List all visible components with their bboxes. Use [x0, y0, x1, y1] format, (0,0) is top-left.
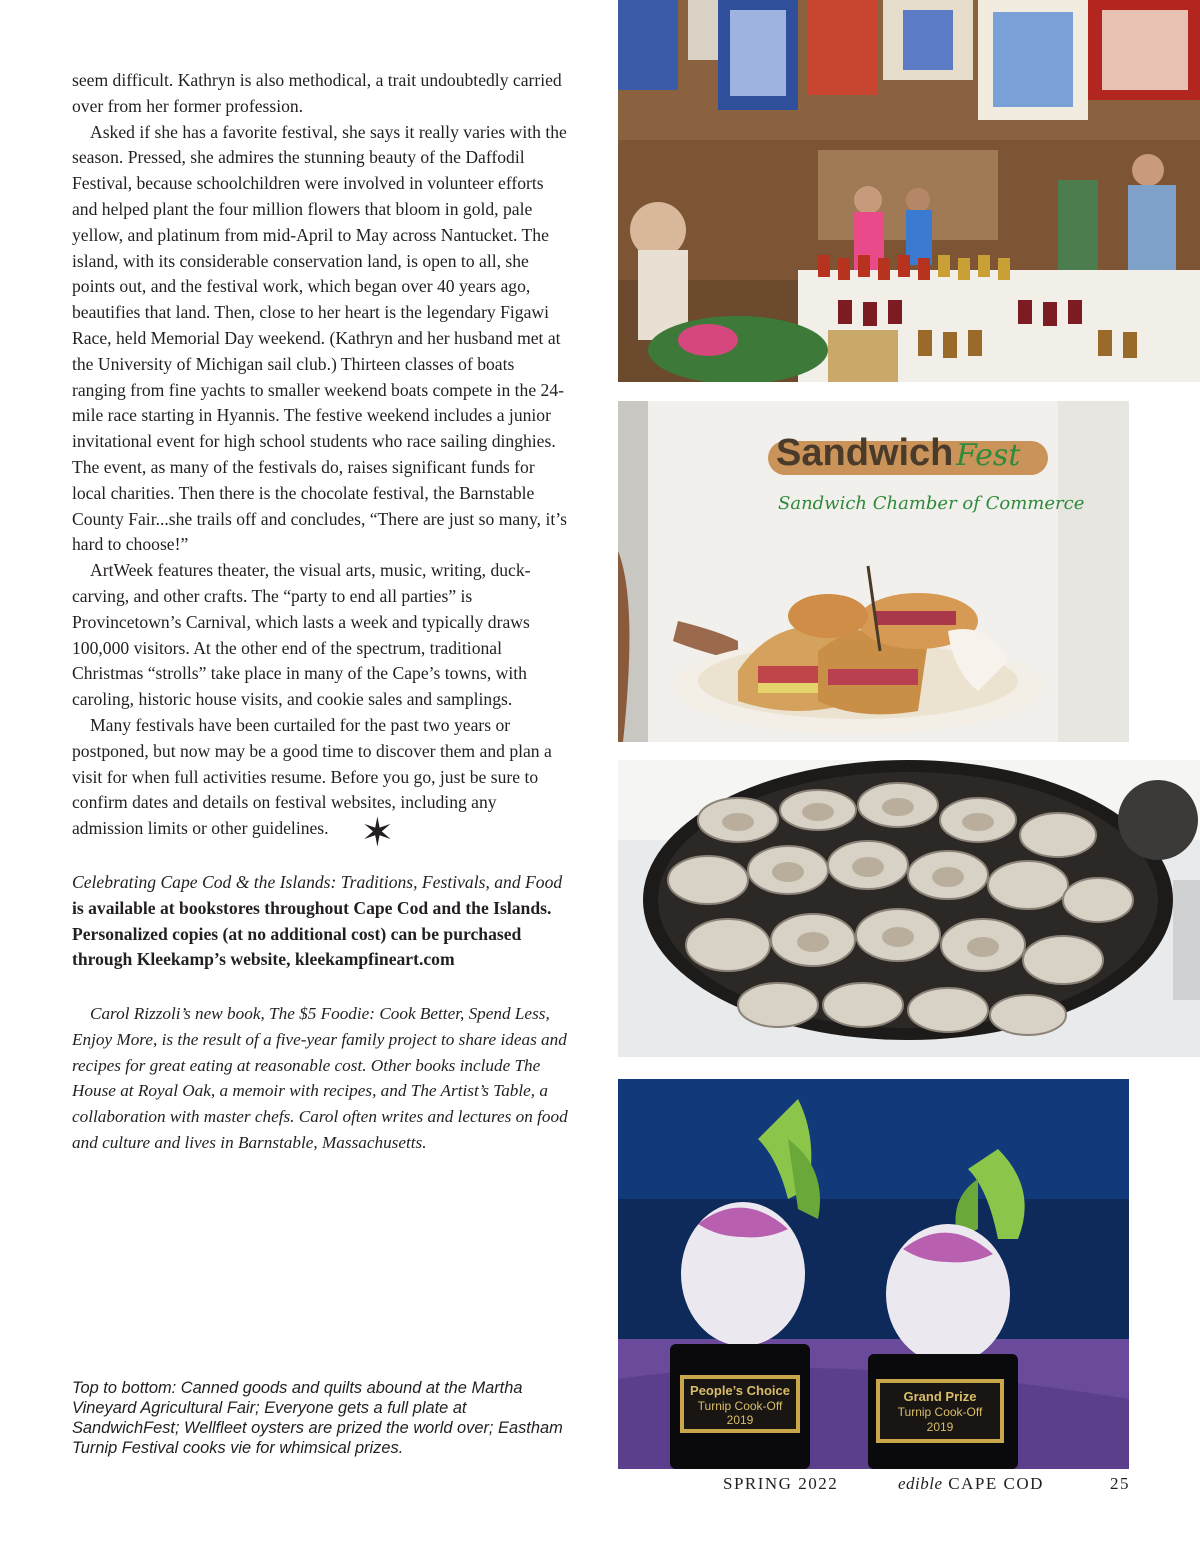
photo-turnip-trophies	[618, 1079, 1129, 1469]
article-column	[72, 68, 572, 1156]
trophy1-line1: People’s Choice	[690, 1383, 790, 1398]
article-paragraph: seem difficult. Kathryn is also methodical, a trait undoubtedly carried over from her former profession.	[72, 70, 562, 116]
trophy2-line3: 2019	[926, 1420, 954, 1434]
photo-oysters	[618, 760, 1200, 1057]
trophy2-line2: Turnip Cook-Off	[897, 1405, 983, 1419]
end-mark-icon: ✶	[360, 810, 395, 857]
article-paragraph: Asked if she has a favorite festival, she says it really varies with the season. Pressed, she admires the stunning beauty of the Daffodil Festival, because schoolchildren were involved in volunteer efforts and helped plant the four million flowers that bloom in gold, pale yellow, and platinum from mid-April to May across Nantucket. The island, with its considerable conservation land, is open to all, she points out, and the festival work, which began over 40 years ago, beautifies that land. Then, close to her heart is the legendary Figawi Race, held Memorial Day weekend. (Kathryn and her husband met at the University of Michigan sail club.) Thirteen classes of boats ranging from fine yachts to smaller weekend boats compete in the 24-mile race starting in Hyannis. The festive weekend includes a junior invitational event for high school students who race sailing dinghies. The event, as many of the festivals do, raises significant funds for local charities. Then there is the chocolate festival, the Barnstable County Fair...she trails off and concludes, “There are just so many, it’s hard to choose!”	[72, 121, 567, 555]
page-number: 25	[1110, 1474, 1130, 1493]
shirt-fest-text: Fest	[956, 438, 1021, 473]
trophy1-line2: Turnip Cook-Off	[697, 1399, 783, 1413]
page-footer	[618, 1474, 1130, 1498]
photo-sandwichfest	[618, 401, 1129, 742]
trophy2-line1: Grand Prize	[903, 1389, 977, 1404]
author-bio: Carol Rizzoli’s new book, The $5 Foodie: Cook Better, Spend Less, Enjoy More, is the result of a five-year family project to share ideas and recipes for great eating at reasonable cost. Other books include The House at Royal Oak, a memoir with recipes, and The Artist’s Table, a collaboration with master chefs. Carol often writes and lectures on food and culture and lives in Barnstable, Massachusetts.	[72, 1004, 568, 1153]
shirt-brand-text: Sandwich	[776, 432, 954, 474]
shirt-subtitle-text: Sandwich Chamber of Commerce	[778, 493, 1085, 514]
issue-season: SPRING 2022	[723, 1474, 839, 1493]
book-availability	[72, 870, 572, 973]
book-title: Celebrating Cape Cod & the Islands: Traditions, Festivals, and Food	[72, 871, 563, 892]
magazine-name-italic: edible	[898, 1474, 943, 1493]
photo-caption: Top to bottom: Canned goods and quilts abound at the Martha Vineyard Agricultural Fair; Everyone gets a full plate at SandwichFest; Wellfleet oysters are prized the world over; Eastham Turnip Festival cooks vie for whimsical prizes.	[72, 1379, 563, 1457]
article-paragraph-text: Many festivals have been curtailed for the past two years or postponed, but now may be a good time to discover them and plan a visit for when full activities resume. Before you go, just be sure to confirm dates and details on festival websites, including any admission limits or other guidelines.	[72, 714, 552, 839]
availability-text: is available at bookstores throughout Cape Cod and the Islands. Personalized copies (at no additional cost) can be purchased through Kleekamp’s website, kleekampfineart.com	[72, 897, 552, 970]
magazine-name-rest: CAPE COD	[942, 1474, 1044, 1493]
photo-agricultural-fair	[618, 0, 1200, 382]
article-paragraph	[72, 713, 572, 857]
trophy1-line3: 2019	[726, 1413, 754, 1427]
article-paragraph: ArtWeek features theater, the visual arts, music, writing, duck-carving, and other crafts. The “party to end all parties” is Provincetown’s Carnival, which lasts a week and typically draws 100,000 visitors. At the other end of the spectrum, traditional Christmas “strolls” take place in many of the Cape’s towns, with caroling, historic house visits, and cookie sales and samplings.	[72, 560, 531, 710]
magazine-name	[898, 1474, 1044, 1494]
